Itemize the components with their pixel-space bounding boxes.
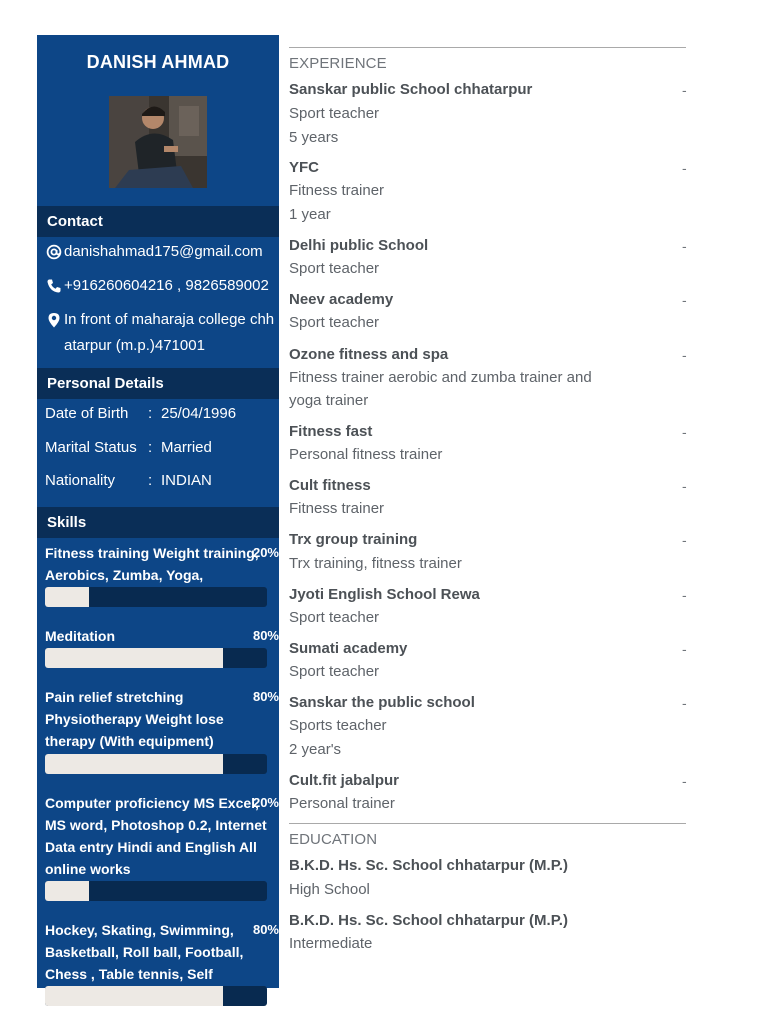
nationality-label: Nationality [45,472,116,489]
candidate-name: DANISH AHMAD [86,52,230,72]
marital-label: Marital Status [45,439,137,456]
personal-details-heading: Personal Details [37,368,279,399]
job-role: Personal fitness trainer [289,446,443,463]
education-level: Intermediate [289,935,373,952]
dob-value: 25/04/1996 [161,405,237,422]
job-date-dash: - [682,292,687,308]
skill-bar-fill [45,587,89,607]
skill-title: Meditation [45,628,115,644]
skill-bar [45,986,267,1006]
sidebar [37,35,279,988]
skill-bar-fill [45,648,223,668]
skill-percent: 80% [252,922,279,937]
job-date-dash: - [682,238,687,254]
job-date-dash: - [682,424,687,440]
education-school: B.K.D. Hs. Sc. School chhatarpur (M.P.) [289,912,568,929]
skill-percent: 80% [252,628,279,643]
marital-value: Married [161,439,212,456]
job-role-cont: yoga trainer [289,392,369,409]
skill-bar [45,648,267,668]
job-date-dash: - [682,695,687,711]
skill-bar [45,881,267,901]
job-org: Fitness fast [289,423,373,440]
education-school: B.K.D. Hs. Sc. School chhatarpur (M.P.) [289,857,568,874]
job-role: Fitness trainer aerobic and zumba trainer and [289,369,592,386]
skill-title: Computer proficiency MS Excel, MS word, Photoshop 0.2, Internet Data entry Hindi and English All online works [45,795,267,877]
address-text: In front of maharaja college chhatarpur (m.p.)471001 [64,311,275,354]
skill-percent: 20% [252,545,279,560]
at-icon [43,239,64,265]
email-text: danishahmad175@gmail.com [64,243,263,260]
skill-item [45,792,279,880]
job-role: Fitness trainer [289,500,385,517]
job-role: Sport teacher [289,609,380,626]
skill-bar-fill [45,986,223,1006]
job-org: Delhi public School [289,237,429,254]
marital-row [45,438,212,458]
job-org: Ozone fitness and spa [289,346,449,363]
job-date-dash: - [682,773,687,789]
education-heading: EDUCATION [289,831,378,848]
job-org: Cult fitness [289,477,371,494]
marital-sep: : [148,439,153,456]
job-duration: 5 years [289,129,339,146]
job-org: Neev academy [289,291,394,308]
skill-item [45,625,279,647]
job-org: Cult.fit jabalpur [289,772,399,789]
experience-divider [289,47,686,48]
job-date-dash: - [682,532,687,548]
job-date-dash: - [682,347,687,363]
job-date-dash: - [682,160,687,176]
location-pin-icon [43,307,64,359]
skill-title: Hockey, Skating, Swimming, Basketball, Roll ball, Football, Chess , Table tennis, Self [45,922,244,982]
job-org: Sanskar public School chhatarpur [289,81,533,98]
skill-bar-fill [45,881,89,901]
skill-title: Fitness training Weight training, Aerobics, Zumba, Yoga, [45,545,259,583]
dob-row [45,404,236,424]
nationality-row [45,471,212,491]
nationality-sep: : [148,472,153,489]
job-role: Sport teacher [289,314,380,331]
skill-item [45,542,279,586]
contact-address [43,307,275,359]
skill-percent: 20% [252,795,279,810]
skill-item [45,686,279,752]
job-role: Personal trainer [289,795,395,812]
job-org: Sumati academy [289,640,408,657]
skill-bar-fill [45,754,223,774]
job-date-dash: - [682,587,687,603]
job-role: Fitness trainer [289,182,385,199]
job-role: Sport teacher [289,663,380,680]
job-duration: 2 year's [289,741,342,758]
job-org: YFC [289,159,319,176]
contact-email [43,239,277,265]
job-date-dash: - [682,641,687,657]
skill-bar [45,754,267,774]
education-divider [289,823,686,824]
job-org: Trx group training [289,531,418,548]
job-org: Sanskar the public school [289,694,475,711]
job-role: Trx training, fitness trainer [289,555,462,572]
dob-sep: : [148,405,153,422]
job-date-dash: - [682,82,687,98]
nationality-value: INDIAN [161,472,212,489]
job-date-dash: - [682,478,687,494]
profile-photo [109,96,207,188]
skill-bar [45,587,267,607]
phone-text: +916260604216 , 9826589002 [64,277,269,294]
education-level: High School [289,881,370,898]
job-role: Sport teacher [289,260,380,277]
job-org: Jyoti English School Rewa [289,586,480,603]
contact-phone [43,273,277,299]
skill-title: Pain relief stretching Physiotherapy Weight lose therapy (With equipment) [45,689,224,749]
skills-heading: Skills [37,507,279,538]
contact-heading: Contact [37,206,279,237]
job-role: Sports teacher [289,717,387,734]
phone-icon [43,273,64,299]
dob-label: Date of Birth [45,405,129,422]
job-role: Sport teacher [289,105,380,122]
experience-heading: EXPERIENCE [289,55,387,72]
skill-percent: 80% [252,689,279,704]
job-duration: 1 year [289,206,331,223]
